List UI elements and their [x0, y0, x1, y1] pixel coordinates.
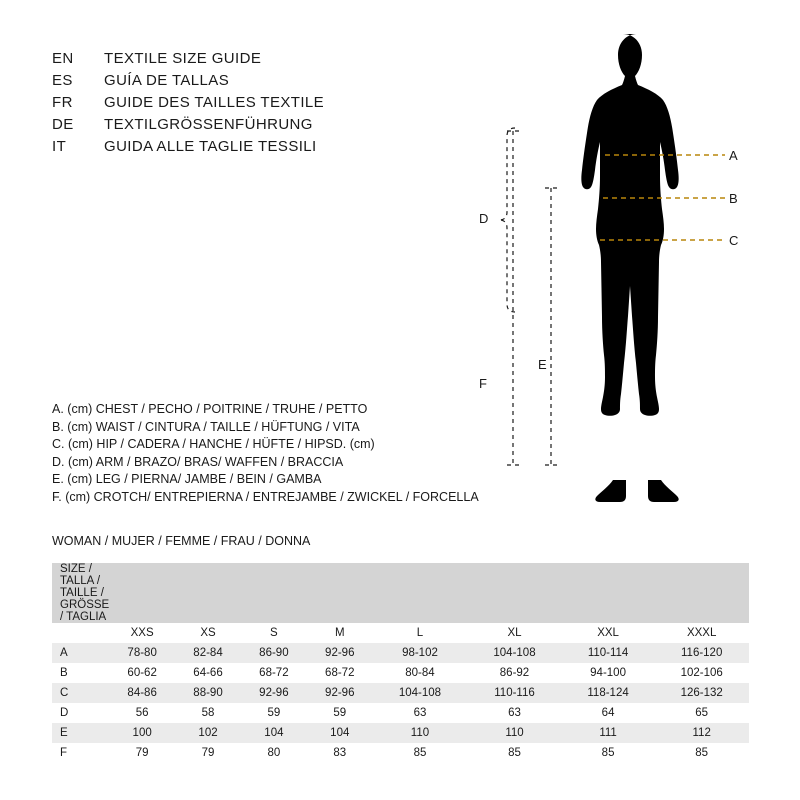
cell-b-l: 80-84 [405, 667, 435, 679]
cell-e-s: 104 [241, 723, 307, 743]
cell-a-xs: 82-84 [175, 643, 241, 663]
cell-c-m: 92-96 [307, 683, 373, 703]
title-row [52, 72, 472, 89]
cell-b-s: 68-72 [259, 667, 289, 679]
title-lang-it: IT [52, 138, 67, 155]
cell-f-m: 83 [333, 747, 347, 759]
title-row [52, 116, 472, 133]
size-table [52, 563, 749, 763]
cell-a-s: 86-90 [241, 643, 307, 663]
cell-c-xxxl: 126-132 [654, 683, 749, 703]
cell-d-xxxl: 65 [695, 707, 709, 719]
female-silhouette-icon [581, 34, 678, 502]
table-header-band [52, 563, 749, 623]
table-row [52, 743, 749, 763]
title-lang-fr: FR [52, 94, 73, 111]
cell-c-xl: 110-116 [467, 683, 562, 703]
cell-a-xxxl: 116-120 [654, 643, 749, 663]
cell-c-xxs: 84-86 [109, 683, 175, 703]
title-text-es: GUÍA DE TALLAS [104, 72, 230, 89]
row-label-e: E [52, 723, 109, 743]
title-text-it: GUIDA ALLE TAGLIE TESSILI [104, 138, 317, 155]
title-lang-de: DE [52, 116, 74, 133]
cell-c-xxl: 118-124 [562, 683, 655, 703]
cell-c-s: 92-96 [241, 683, 307, 703]
cell-f-xs: 79 [201, 747, 215, 759]
table-row [52, 723, 749, 743]
size-col-l: L [416, 627, 424, 639]
table-corner-cell [52, 623, 109, 643]
table-header-label: SIZE / TALLA / TAILLE / GRÖSSE / TAGLIA [52, 563, 109, 623]
cell-f-s: 80 [267, 747, 281, 759]
size-col-xl: XL [507, 627, 522, 639]
cell-b-xs: 64-66 [193, 667, 223, 679]
cell-a-m: 92-96 [307, 643, 373, 663]
marker-label-e: E [538, 357, 547, 372]
cell-b-xxs: 60-62 [127, 667, 157, 679]
row-label-d: D [60, 707, 69, 719]
size-col-s: S [270, 627, 278, 639]
cell-e-xs: 102 [175, 723, 241, 743]
table-row [52, 643, 749, 663]
table-row [52, 663, 749, 683]
cell-d-xxl: 64 [601, 707, 615, 719]
cell-a-xxs: 78-80 [109, 643, 175, 663]
marker-label-d: D [479, 211, 489, 226]
size-col-xxs: XXS [130, 627, 154, 639]
title-text-de: TEXTILGRÖSSENFÜHRUNG [104, 116, 313, 133]
cell-d-s: 59 [267, 707, 281, 719]
legend-row-a: A. (cm) CHEST / PECHO / POITRINE / TRUHE / PETTO [52, 402, 368, 416]
title-lang-es: ES [52, 72, 73, 89]
cell-c-xs: 88-90 [175, 683, 241, 703]
size-col-xxxl: XXXL [686, 627, 717, 639]
table-row [52, 703, 749, 723]
cell-e-xxs: 100 [109, 723, 175, 743]
legend-row-f: F. (cm) CROTCH/ ENTREPIERNA / ENTREJAMBE / ZWICKEL / FORCELLA [52, 489, 479, 504]
size-col-xxl: XXL [597, 627, 619, 639]
legend-row-c: C. (cm) HIP / CADERA / HANCHE / HÜFTE / HIPSD. (cm) [52, 437, 375, 451]
cell-d-xxs: 56 [135, 707, 149, 719]
legend-row-b: B. (cm) WAIST / CINTURA / TAILLE / HÜFTUNG / VITA [52, 419, 360, 434]
row-label-a: A [52, 643, 109, 663]
cell-f-xxl: 85 [601, 747, 615, 759]
cell-f-l: 85 [413, 747, 427, 759]
size-col-xs: XS [200, 627, 216, 639]
marker-label-b: B [729, 191, 738, 206]
cell-d-xl: 63 [508, 707, 521, 719]
cell-e-xxxl: 112 [654, 723, 749, 743]
row-label-f: F [60, 747, 68, 759]
cell-f-xl: 85 [508, 747, 521, 759]
legend-row-e: E. (cm) LEG / PIERNA/ JAMBE / BEIN / GAMBA [52, 472, 322, 486]
cell-b-xl: 86-92 [499, 667, 530, 679]
title-row [52, 50, 472, 67]
cell-b-xxxl: 102-106 [680, 667, 723, 679]
cell-a-l: 98-102 [373, 643, 468, 663]
cell-d-xs: 58 [201, 707, 215, 719]
marker-label-a: A [729, 148, 738, 163]
cell-f-xxs: 79 [135, 747, 149, 759]
legend-block [52, 401, 532, 506]
size-col-m: M [334, 627, 345, 639]
marker-label-c: C [729, 233, 739, 248]
row-label-c: C [52, 683, 109, 703]
cell-b-xxl: 94-100 [590, 667, 626, 679]
cell-b-m: 68-72 [325, 667, 355, 679]
cell-e-l: 110 [373, 723, 468, 743]
legend-row-d: D. (cm) ARM / BRAZO/ BRAS/ WAFFEN / BRACCIA [52, 454, 344, 469]
cell-d-m: 59 [333, 707, 347, 719]
title-text-en: TEXTILE SIZE GUIDE [104, 50, 262, 67]
gender-label: WOMAN / MUJER / FEMME / FRAU / DONNA [52, 534, 311, 548]
cell-d-l: 63 [413, 707, 427, 719]
title-text-fr: GUIDE DES TAILLES TEXTILE [104, 94, 325, 111]
cell-a-xl: 104-108 [467, 643, 562, 663]
title-lang-en: EN [52, 50, 74, 67]
cell-c-l: 104-108 [373, 683, 468, 703]
cell-e-m: 104 [307, 723, 373, 743]
table-row [52, 683, 749, 703]
title-row [52, 138, 472, 155]
title-row [52, 94, 472, 111]
cell-e-xxl: 111 [562, 723, 655, 743]
marker-label-f: F [479, 376, 487, 391]
cell-f-xxxl: 85 [695, 747, 709, 759]
row-label-b: B [60, 667, 68, 679]
table-size-row [52, 623, 749, 643]
title-block [52, 50, 472, 160]
cell-e-xl: 110 [467, 723, 562, 743]
cell-a-xxl: 110-114 [562, 643, 655, 663]
